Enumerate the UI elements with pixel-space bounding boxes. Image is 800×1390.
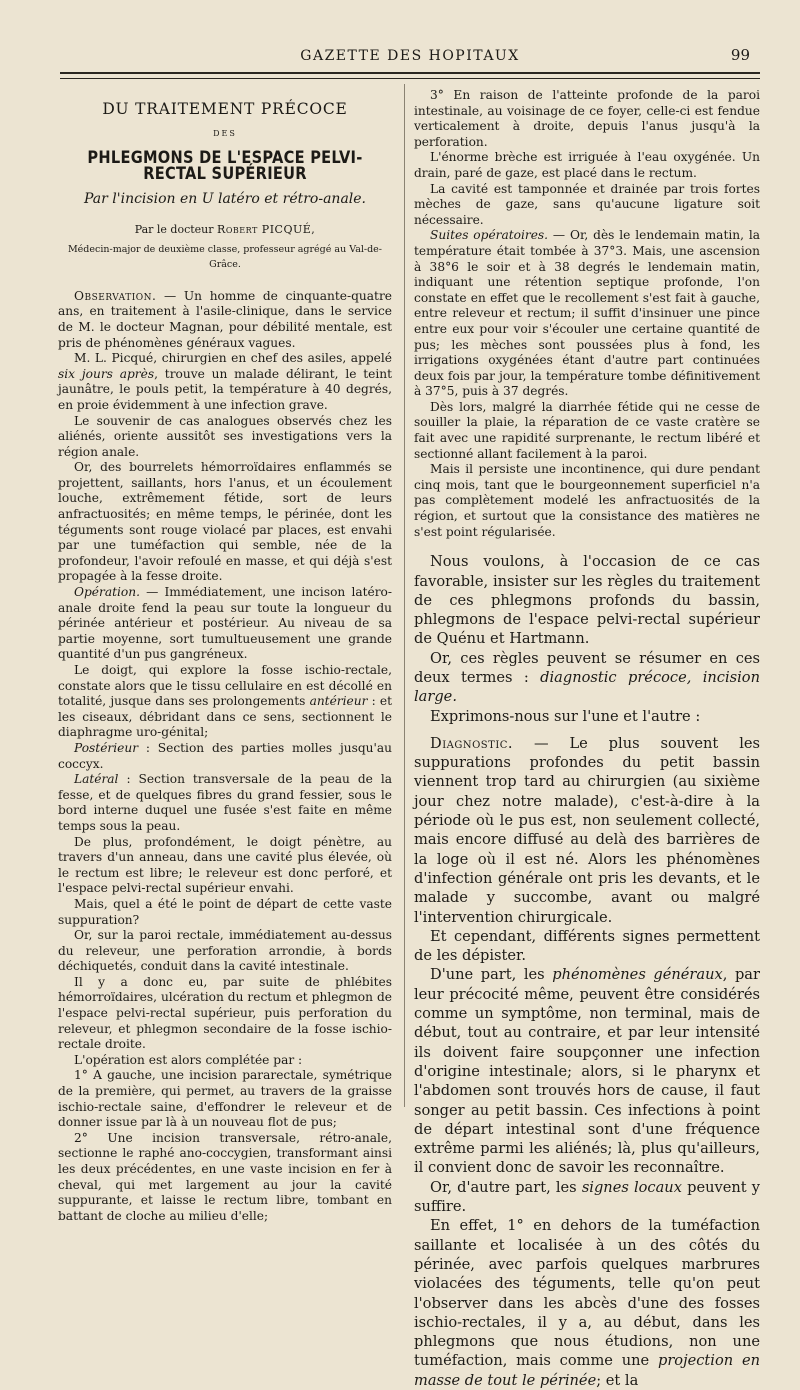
article-title: DU TRAITEMENT PRÉCOCE (102, 100, 348, 118)
paragraph: Il y a donc eu, par suite de phlébites hémorroïdaires, ulcération du rectum et phlegmon de l'espace pelvi-rectal supérieur, puis perforation du releveur, et phlegmon secondaire de la fosse ischio-rectale droite. (58, 974, 392, 1052)
paragraph: L'énorme brèche est irriguée à l'eau oxygénée. Un drain, paré de gaze, est placé dans le rectum. (414, 150, 760, 180)
paragraph: La cavité est tamponnée et drainée par trois fortes mèches de gaze, sans qu'aucune ligature soit nécessaire. (414, 181, 760, 227)
paragraph: L'opération est alors complétée par : (74, 1052, 303, 1067)
section-head-posterieur: Postérieur (74, 740, 139, 755)
paragraph: Suites opératoires. — Or, dès le lendemain matin, la température était tombée à 37°3. Mais, une ascension à 38°6 le soir et à 38 degrés le lendemain matin, indiquant une rétention septique profonde, l'on constate en effet que le recollement s'est fait à gauche, entre releveur et rectum; il suffit d'insinuer une pince entre eux pour voir s'écouler une certaine quantité de pus; les mèches sont poussées plus à fond, les irrigations oxygénées étant d'autre part continuées deux fois par jour, la température tombe définitivement à 37°5, puis à 37 degrés. (414, 228, 760, 399)
paragraph: En effet, 1° en dehors de la tuméfaction saillante et localisée à un des côtés du périnée, avec parfois quelques marbrures violacées des téguments, telle qu'on peut l'observer dans les abcès d'une des fosses ischio-rectales, il y a, au début, dans les phlegmons que nous étudions, non une tuméfaction, mais comme une projection en masse de tout le périnée; et la (414, 1217, 760, 1389)
paragraph: Diagnostic. — Le plus souvent les suppurations profondes du petit bassin viennent trop tard au chirurgien (au sixième jour chez notre malade), c'est-à-dire à la période où le pus est, non seulement collecté, mais encore diffusé au delà des barrières de la loge où il est né. Alors les phénomènes d'infection générale ont pris les devants, et le malade y succombe, avant ou malgré l'intervention chirurgicale. (414, 734, 760, 926)
paragraph: Opération. — Immédiatement, une incison latéro-anale droite fend la peau sur toute la longueur du périnée antérieur et postérieur. Au niveau de sa partie moyenne, sort tumultueusement une grande quantité d'un pus gangréneux. (58, 585, 392, 662)
paragraph: Nous voulons, à l'occasion de ce cas favorable, insister sur les règles du traitement de ces phlegmons profonds du bassin, phlegmons de l'espace pelvi-rectal supérieur de Quénu et Hartmann. (414, 553, 760, 648)
paragraph: D'une part, les phénomènes généraux, par leur précocité même, peuvent être considérés comme un symptôme, non terminal, mais de début, tout au contraire, et par leur intensité ils doivent faire soupçonner une infection d'origine intestinale; alors, si le pharynx et l'abdomen sont trouvés hors de cause, il faut songer au petit bassin. Ces infections à point de départ intestinal sont d'une fréquence extrême parmi les aliénés; là, plus qu'ailleurs, il convient donc de savoir les reconnaître. (414, 966, 760, 1177)
header-rule (60, 72, 760, 74)
paragraph: Or, des bourrelets hémorroïdaires enflammés se projettent, saillants, hors l'anus, et un écoulement louche, extrêmement fétide, sort de leurs anfractuosités; en même temps, le périnée, dont les téguments sont rouge violacé par places, est envahi par une tuméfaction qui semble, née de la profondeur, l'avoir refoulé en masse, et qui déjà s'est propagée à la fesse droite. (58, 460, 392, 584)
paragraph: Dès lors, malgré la diarrhée fétide qui ne cesse de souiller la plaie, la réparation de ce vaste cratère se fait avec une rapidité surprenante, le rectum libéré et sectionné allant facilement à la paroi. (414, 399, 760, 461)
section-head-observation: Observation. (74, 288, 157, 303)
paragraph: De plus, profondément, le doigt pénètre, au travers d'un anneau, dans une cavité plus élevée, où le rectum est libre; le releveur est donc perforé, et l'espace pelvi-rectal supérieur envahi. (58, 834, 392, 896)
paragraph: Or, d'autre part, les signes locaux peuvent y suffire. (414, 1178, 761, 1216)
article-headline: PHLEGMONS DE L'ESPACE PELVI-RECTAL SUPÉRIEUR (87, 148, 363, 184)
paragraph: Exprimons-nous sur l'une et l'autre : (430, 707, 701, 725)
author-name: Robert PICQUÉ, (217, 222, 316, 236)
paragraph: Observation. — Un homme de cinquante-quatre ans, en traitement à l'asile-clinique, dans le service de M. le docteur Magnan, pour débilité mentale, est pris de phénomènes généraux vagues. (58, 288, 392, 350)
section-head-operation: Opération. (74, 585, 140, 600)
article-subtitle: Par l'incision en U latéro et rétro-anale. (83, 191, 367, 208)
paragraph: Postérieur : Section des parties molles jusqu'au coccyx. (58, 740, 392, 771)
author-affiliation: Médecin-major de deuxième classe, professeur agrégé au Val-de-Grâce. (67, 243, 383, 271)
paragraph: Or, ces règles peuvent se résumer en ces deux termes : diagnostic précoce, incision large. (414, 649, 760, 706)
paragraph: Latéral : Section transversale de la peau de la fesse, et de quelques fibres du grand fessier, sous le bord interne duquel une fusée s'est faite en même temps sous la peau. (58, 772, 392, 833)
running-title: GAZETTE DES HOPITAUX (300, 48, 520, 64)
paragraph: Mais, quel a été le point de départ de cette vaste suppuration? (58, 896, 392, 927)
section-head-suites: Suites opératoires. (430, 228, 549, 243)
section-head-diagnostic: Diagnostic. (430, 734, 514, 752)
paragraph: Et cependant, différents signes permettent de les dépister. (414, 927, 760, 965)
paragraph: Mais il persiste une incontinence, qui dure pendant cinq mois, tant que le bourgeonnement superficiel n'a pas complètement modelé les anfractuosités de la région, et surtout que la consistance des matières ne s'est point régularisée. (414, 462, 760, 539)
byline (58, 222, 392, 238)
spacer (414, 540, 760, 552)
paragraph: 1° A gauche, une incision pararectale, symétrique de la première, qui permet, au travers de la graisse ischio-rectale saine, d'effondrer le releveur et de donner issue par là à un nouveau flot de pus; (58, 1068, 392, 1130)
article-title-connector: DES (213, 128, 237, 138)
byline-prefix: Par le docteur (134, 222, 218, 236)
right-column (414, 88, 761, 1389)
page-number: 99 (730, 46, 750, 64)
section-head-lateral: Latéral (74, 772, 119, 787)
paragraph: 3° En raison de l'atteinte profonde de la paroi intestinale, au voisinage de ce foyer, celle-ci est fendue verticalement à droite, depuis l'anus jusqu'à la perforation. (414, 88, 760, 149)
main-text (414, 552, 760, 1390)
spacer (414, 726, 760, 734)
paragraph: 2° Une incision transversale, rétro-anale, sectionne le raphé ano-coccygien, transformant ainsi les deux précédentes, en une vaste incision en fer à cheval, qui met largement au jour la cavité suppurante, et laisse le rectum libre, tombant en battant de cloche au milieu d'elle; (58, 1130, 392, 1223)
paragraph: Le souvenir de cas analogues observés chez les aliénés, oriente aussitôt ses investigations vers la région anale. (58, 413, 392, 459)
paragraph: M. L. Picqué, chirurgien en chef des asiles, appelé six jours après, trouve un malade délirant, le teint jaunâtre, le pouls petit, la température à 40 degrés, en proie évidemment à une infection grave. (58, 351, 393, 412)
paragraph: Le doigt, qui explore la fosse ischio-rectale, constate alors que le tissu cellulaire en est décollé en totalité, jusque dans ses prolongements antérieur : et les ciseaux, débridant dans ce sens, sectionnent le diaphragme uro-génital; (58, 663, 392, 740)
left-column (58, 88, 393, 1223)
paragraph: Or, sur la paroi rectale, immédiatement au-dessus du releveur, une perforation arrondie, à bords déchiquetés, conduit dans la cavité intestinale. (58, 928, 392, 974)
header-rule-thin (60, 78, 760, 79)
column-divider (404, 84, 405, 1107)
page-header (60, 44, 760, 70)
